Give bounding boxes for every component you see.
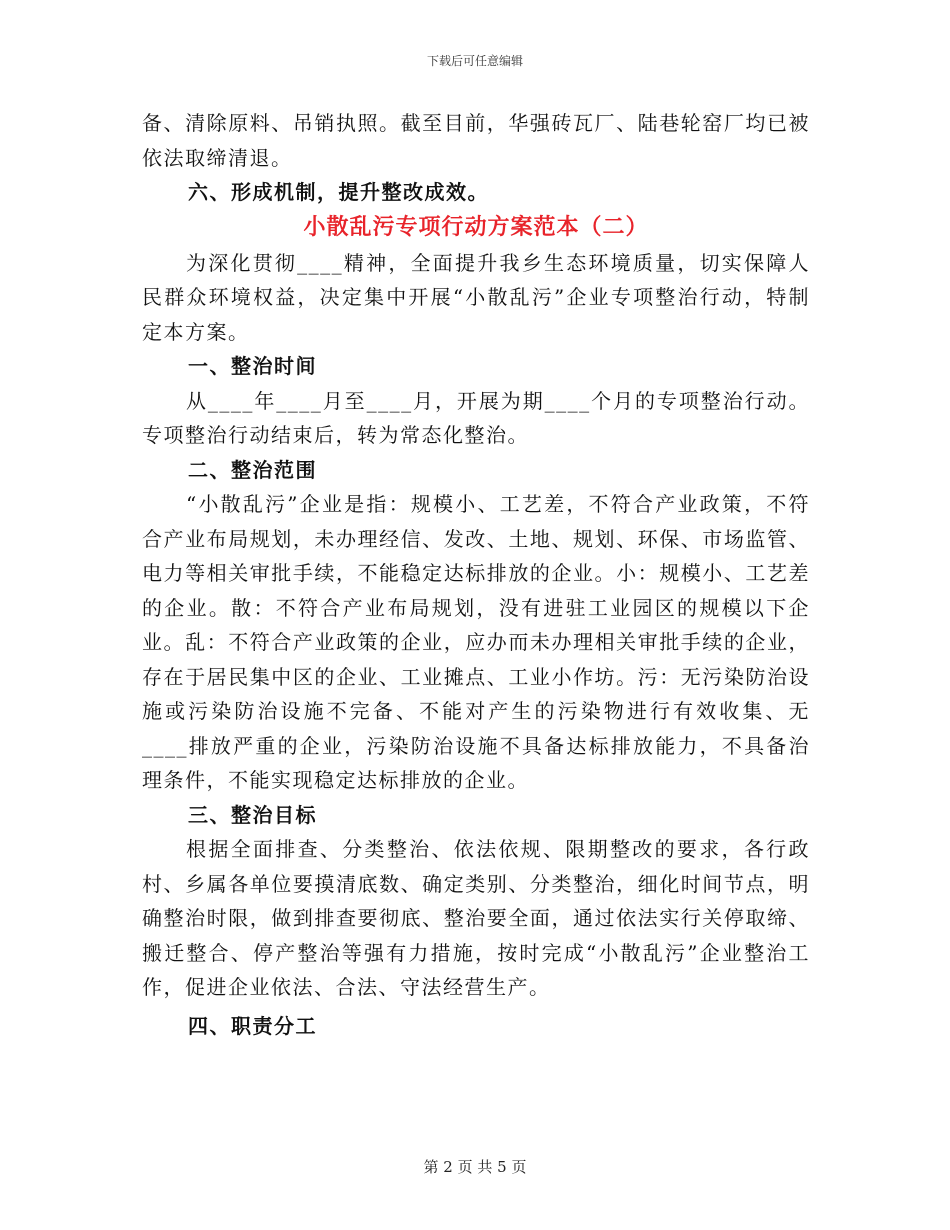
- intro-continuation-paragraph: 备、清除原料、吊销执照。截至目前，华强砖瓦厂、陆巷轮窑厂均已被依法取缔清退。: [142, 111, 810, 170]
- page-indicator: 第 2 页 共 5 页: [423, 1158, 527, 1176]
- goal-paragraph: 根据全面排查、分类整治、依法依规、限期整改的要求，各行政村、乡属各单位要摸清底数、确定类别、分类整治，细化时间节点，明确整治时限，做到排查要彻底、整治要全面，通过依法实行关停取缔、搬迁整合、停产整治等强有力措施，按时完成“小散乱污”企业整治工作，促进企业依法、合法、守法经营生产。: [142, 837, 810, 999]
- document-body: [142, 106, 810, 1043]
- section-heading-three: 三、整治目标: [188, 802, 317, 827]
- time-paragraph: 从____年____月至____月，开展为期____个月的专项整治行动。专项整治行动结束后，转为常态化整治。: [142, 388, 810, 447]
- scope-paragraph: “小散乱污”企业是指：规模小、工艺差，不符合产业政策，不符合产业布局规划，未办理经信、发改、土地、规划、环保、市场监管、电力等相关审批手续，不能稳定达标排放的企业。小：规模小、工艺差的企业。散：不符合产业布局规划，没有进驻工业园区的规模以下企业。乱：不符合产业政策的企业，应办而未办理相关审批手续的企业，存在于居民集中区的企业、工业摊点、工业小作坊。污：无污染防治设施或污染防治设施不完备、不能对产生的污染物进行有效收集、无____排放严重的企业，污染防治设施不具备达标排放能力，不具备治理条件，不能实现稳定达标排放的企业。: [142, 492, 810, 792]
- section-heading-two: 二、整治范围: [188, 457, 317, 482]
- document-title: 小散乱污专项行动方案范本（二）: [303, 214, 649, 240]
- section-heading-six: 六、形成机制，提升整改成效。: [188, 180, 489, 204]
- intro-paragraph: 为深化贯彻____精神，全面提升我乡生态环境质量，切实保障人民群众环境权益，决定集中开展“小散乱污”企业专项整治行动，特制定本方案。: [142, 250, 810, 344]
- section-heading-four: 四、职责分工: [188, 1013, 317, 1038]
- section-heading-one: 一、整治时间: [188, 354, 317, 378]
- page-header-note: 下载后可任意编辑: [426, 54, 523, 68]
